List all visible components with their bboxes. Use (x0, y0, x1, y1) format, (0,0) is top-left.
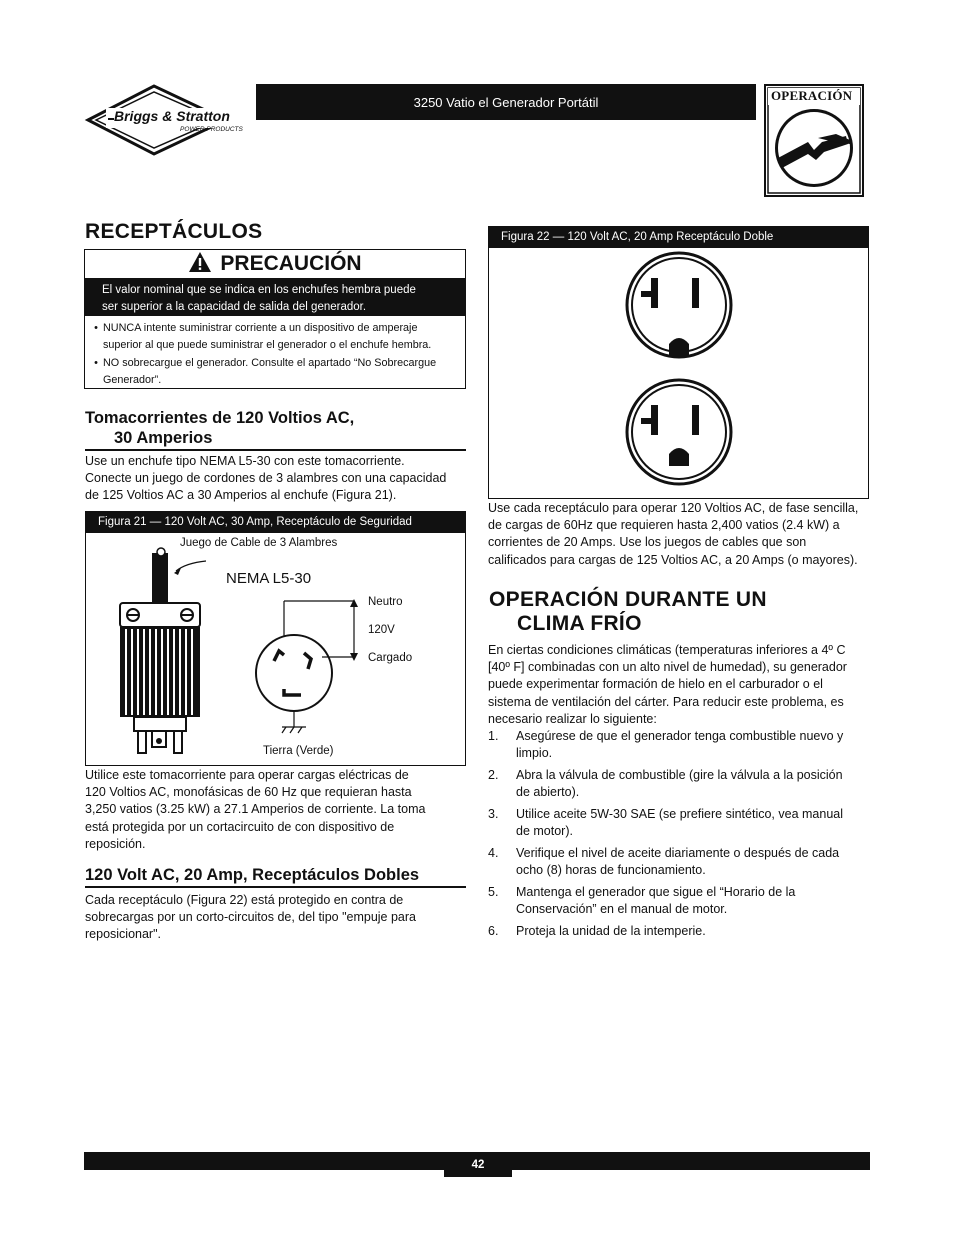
step-number: 1. (488, 729, 499, 743)
caution-bullet-line: superior al que puede suministrar el generador o el enchufe hembra. (103, 338, 432, 351)
list-item (488, 884, 870, 918)
cord-label: Juego de Cable de 3 Alambres (180, 537, 338, 549)
list-item (488, 845, 870, 879)
step-line: Conservación” en el manual de motor. (516, 902, 728, 916)
caution-box (84, 249, 466, 389)
text-line: Use cada receptáculo para operar 120 Voltios AC, de fase sencilla, (488, 501, 859, 515)
figure-21 (85, 511, 466, 766)
text-line: de cargas de 60Hz que requieren hasta 2,400 vatios (2.4 kW) a (488, 518, 840, 533)
text-line: 3,250 vatios (3.25 kW) a 27.1 Amperios de corriente. La toma (85, 802, 426, 817)
caution-title: PRECAUCIÓN (220, 252, 362, 275)
caution-bullet (89, 355, 459, 388)
section-title-line: CLIMA FRÍO (517, 612, 642, 635)
list-item (488, 767, 870, 801)
text-line: calificados para cargas de 125 Voltios AC, a 20 Amps (o mayores). (488, 552, 858, 567)
text-line: sistema de ventilación del cárter. Para reducir este problema, es (488, 694, 844, 709)
step-line: Utilice aceite 5W-30 SAE (se prefiere sintético, vea manual (516, 807, 844, 821)
text-line: Conecte un juego de cordones de 3 alambres con una capacidad (85, 471, 447, 486)
caution-warning-line: ser superior a la capacidad de salida del generador. (102, 300, 367, 313)
caution-warning-line: El valor nominal que se indica en los enchufes hembra puede (102, 284, 416, 296)
step-number: 2. (488, 768, 499, 782)
list-item (488, 923, 870, 940)
section-title-line: OPERACIÓN DURANTE UN (489, 588, 767, 611)
briggs-stratton-logo (84, 84, 254, 156)
step-number: 5. (488, 885, 499, 899)
after-fig22-paragraph (488, 500, 870, 569)
badge-text: OPERACIÓN (771, 88, 853, 103)
ground-label: Tierra (Verde) (263, 745, 334, 757)
step-number: 3. (488, 807, 499, 821)
subsection-rule (85, 449, 466, 451)
logo-subtext: POWER PRODUCTS (180, 126, 243, 133)
hot-label: Cargado (368, 652, 413, 664)
step-line: Asegúrese de que el generador tenga combustible nuevo y (516, 729, 844, 743)
text-line: En ciertas condiciones climáticas (temperaturas inferiores a 4º C (488, 643, 846, 657)
text-line: sobrecargas por un corto-circuitos de, del tipo "empuje para (85, 910, 416, 925)
caution-warning (85, 278, 465, 316)
subsection-rule (85, 886, 466, 888)
subsection-title-20amp: 120 Volt AC, 20 Amp, Receptáculos Dobles (85, 866, 420, 884)
sub2-paragraph (85, 892, 467, 944)
text-line: Use un enchufe tipo NEMA L5-30 con este tomacorriente. (85, 454, 405, 468)
text-line: [40º F] combinadas con un alto nivel de humedad), su generador (488, 660, 847, 675)
step-line: de abierto). (516, 785, 580, 799)
caution-bullet-line: NUNCA intente suministrar corriente a un dispositivo de amperaje (103, 322, 418, 334)
figure-22 (488, 226, 869, 499)
step-line: Proteja la unidad de la intemperie. (516, 924, 706, 938)
step-line: Verifique el nivel de aceite diariamente o después de cada (516, 846, 840, 860)
caution-bullet (89, 320, 459, 353)
operation-badge (764, 84, 864, 197)
neutral-label: Neutro (368, 596, 403, 608)
bullet-icon: • (94, 357, 98, 369)
text-line: necesario realizar lo siguiente: (488, 711, 657, 726)
text-line: reposición. (85, 836, 146, 851)
cold-weather-intro (488, 642, 870, 728)
step-line: ocho (8) horas de funcionamiento. (516, 863, 706, 877)
logo-text: Briggs & Stratton (114, 108, 230, 124)
list-item (488, 728, 870, 762)
step-number: 4. (488, 846, 499, 860)
figure-21-drawing (86, 533, 465, 765)
figure-21-caption: Figura 21 — 120 Volt AC, 30 Amp, Receptáculo de Seguridad (86, 512, 465, 533)
duplex-receptacle-drawing (489, 248, 868, 498)
text-line: de 125 Voltios AC a 30 Amperios al enchufe (Figura 21). (85, 488, 397, 503)
subsection-title-line: 30 Amperios (114, 429, 213, 447)
caution-header (85, 250, 465, 278)
step-line: limpio. (516, 746, 553, 760)
step-line: de motor). (516, 824, 573, 838)
text-line: reposicionar". (85, 927, 162, 942)
bullet-icon: • (94, 322, 98, 334)
document-title: 3250 Vatio el Generador Portátil (413, 94, 599, 110)
figure-22-caption: Figura 22 — 120 Volt AC, 20 Amp Receptáculo Doble (489, 227, 868, 248)
cold-weather-steps (488, 728, 870, 940)
list-item (488, 806, 870, 840)
step-line: Mantenga el generador que sigue el “Horario de la (516, 885, 796, 899)
warning-icon (188, 251, 212, 278)
caution-bullet-line: Generador”. (103, 373, 162, 386)
step-line: Abra la válvula de combustible (gire la válvula a la posición (516, 768, 843, 782)
text-line: Cada receptáculo (Figura 22) está protegido en contra de (85, 893, 404, 907)
voltage-label: 120V (368, 624, 395, 636)
text-line: 120 Voltios AC, monofásicas de 60 Hz que requieran hasta (85, 785, 412, 800)
step-number: 6. (488, 924, 499, 938)
section-title-receptaculos: RECEPTÁCULOS (85, 220, 263, 243)
text-line: corrientes de 20 Amps. Use los juegos de cables que son (488, 535, 807, 550)
nema-label: NEMA L5-30 (226, 570, 312, 587)
text-line: está protegida por un cortacircuito de con dispositivo de (85, 819, 395, 834)
caution-bullet-line: NO sobrecargue el generador. Consulte el apartado “No Sobrecargue (103, 357, 437, 369)
subsection-title-line: Tomacorrientes de 120 Voltios AC, (85, 409, 355, 427)
after-fig21-paragraph (85, 767, 467, 853)
text-line: puede experimentar formación de hielo en el carburador o el (488, 677, 823, 692)
sub1-paragraph (85, 453, 467, 505)
caution-list (85, 320, 465, 390)
section-title-cold-weather (489, 588, 767, 636)
page-number: 42 (444, 1152, 512, 1177)
header-title-bar (256, 84, 756, 120)
subsection-title-30amp (85, 408, 354, 448)
text-line: Utilice este tomacorriente para operar cargas eléctricas de (85, 768, 409, 782)
